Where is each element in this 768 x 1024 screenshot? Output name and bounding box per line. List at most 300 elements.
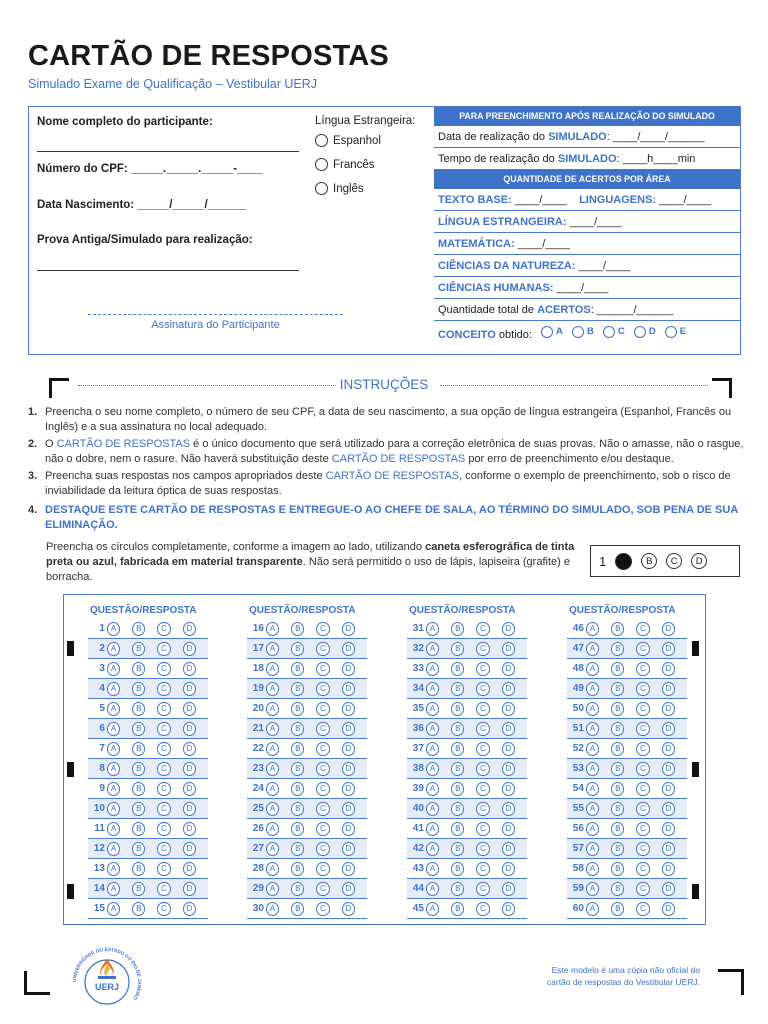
answer-bubble[interactable]: B	[611, 882, 624, 896]
answer-bubble[interactable]: B	[132, 882, 145, 896]
answer-bubble[interactable]: C	[316, 762, 329, 776]
answer-bubble[interactable]: C	[476, 642, 489, 656]
answer-bubble[interactable]: C	[157, 882, 170, 896]
answer-bubble[interactable]: C	[316, 782, 329, 796]
answer-bubble[interactable]: A	[426, 862, 439, 876]
answer-bubble[interactable]: B	[451, 642, 464, 656]
answer-bubble[interactable]: B	[291, 662, 304, 676]
answer-bubble[interactable]: C	[316, 722, 329, 736]
answer-bubble[interactable]: A	[266, 702, 279, 716]
answer-bubble[interactable]: A	[266, 682, 279, 696]
answer-bubble[interactable]: C	[476, 762, 489, 776]
answer-bubble[interactable]: B	[132, 622, 145, 636]
answer-bubble[interactable]: D	[662, 642, 675, 656]
question-row	[407, 739, 527, 759]
answer-bubble[interactable]: D	[183, 822, 196, 836]
answer-bubble[interactable]: D	[183, 802, 196, 816]
answer-bubble[interactable]: C	[476, 722, 489, 736]
answer-bubble[interactable]: B	[451, 622, 464, 636]
answer-bubble[interactable]: B	[451, 682, 464, 696]
answer-bubble[interactable]: D	[183, 842, 196, 856]
answer-bubble[interactable]: A	[107, 642, 120, 656]
total-row[interactable]: Quantidade total de ACERTOS: ______/______	[434, 299, 740, 321]
answer-bubble[interactable]: B	[451, 902, 464, 916]
answer-bubble[interactable]: D	[183, 882, 196, 896]
cpf-field[interactable]: Número do CPF: _____._____._____-____	[37, 163, 263, 175]
answer-bubble[interactable]: C	[636, 902, 649, 916]
answer-bubble[interactable]: B	[291, 882, 304, 896]
answer-bubble[interactable]: D	[342, 882, 355, 896]
answer-bubble[interactable]: D	[502, 882, 515, 896]
answer-bubble[interactable]: A	[266, 642, 279, 656]
answer-bubble[interactable]: D	[183, 722, 196, 736]
answer-bubble[interactable]: B	[451, 802, 464, 816]
answer-bubble[interactable]: A	[586, 642, 599, 656]
score-row-matematica[interactable]: MATEMÁTICA: ____/____	[434, 233, 740, 255]
answer-bubble[interactable]: C	[636, 842, 649, 856]
question-number: 2	[99, 643, 105, 654]
answer-bubble[interactable]: D	[183, 782, 196, 796]
answer-bubble[interactable]: A	[426, 702, 439, 716]
answer-bubble[interactable]: B	[291, 742, 304, 756]
answer-bubble[interactable]: A	[586, 882, 599, 896]
answer-bubble[interactable]: C	[476, 622, 489, 636]
answer-bubble[interactable]: D	[662, 882, 675, 896]
answer-bubble[interactable]: D	[502, 762, 515, 776]
answer-bubble[interactable]: C	[316, 882, 329, 896]
answer-bubble[interactable]: A	[586, 722, 599, 736]
answer-bubble[interactable]: C	[157, 862, 170, 876]
answer-bubble[interactable]: D	[502, 862, 515, 876]
answer-bubble[interactable]: D	[662, 782, 675, 796]
language-option-label: Espanhol	[333, 134, 381, 147]
answer-bubble[interactable]: C	[636, 622, 649, 636]
answer-bubble[interactable]: A	[426, 682, 439, 696]
answer-bubble[interactable]: A	[107, 682, 120, 696]
question-number: 51	[572, 723, 584, 734]
answer-bubble[interactable]: C	[476, 842, 489, 856]
answer-bubble[interactable]: A	[107, 662, 120, 676]
bubble-icon[interactable]	[541, 326, 553, 338]
answer-bubble[interactable]: D	[183, 622, 196, 636]
question-number: 3	[99, 663, 105, 674]
answer-bubble[interactable]: B	[611, 902, 624, 916]
answer-bubble[interactable]: A	[586, 742, 599, 756]
concept-option-a[interactable]: A	[541, 321, 563, 343]
answer-bubble[interactable]: C	[476, 902, 489, 916]
question-row	[88, 739, 208, 759]
answer-bubble[interactable]: D	[502, 782, 515, 796]
question-row	[407, 699, 527, 719]
answer-bubble[interactable]: D	[183, 902, 196, 916]
answer-bubble[interactable]: D	[502, 622, 515, 636]
answer-bubble[interactable]: C	[316, 802, 329, 816]
answer-bubble[interactable]: C	[157, 642, 170, 656]
answer-bubble[interactable]: C	[157, 742, 170, 756]
answer-bubble[interactable]: D	[183, 862, 196, 876]
answer-bubble[interactable]: A	[266, 622, 279, 636]
answer-bubble[interactable]: A	[586, 822, 599, 836]
bubble-icon[interactable]	[665, 326, 677, 338]
answer-bubble[interactable]: A	[107, 862, 120, 876]
answer-bubble[interactable]: D	[662, 862, 675, 876]
question-row	[88, 639, 208, 659]
answer-bubble[interactable]: A	[586, 782, 599, 796]
answer-bubble[interactable]: D	[502, 822, 515, 836]
answer-bubble[interactable]: B	[611, 782, 624, 796]
answer-bubble[interactable]: C	[476, 882, 489, 896]
answer-bubble[interactable]: D	[342, 762, 355, 776]
answer-bubble[interactable]: B	[132, 822, 145, 836]
answer-bubble[interactable]: B	[451, 882, 464, 896]
answer-bubble[interactable]: A	[586, 662, 599, 676]
answer-bubble[interactable]: B	[291, 622, 304, 636]
answer-bubble[interactable]: B	[291, 682, 304, 696]
answer-bubble[interactable]: B	[611, 642, 624, 656]
concept-option-c[interactable]: C	[603, 321, 625, 343]
answer-bubble[interactable]: D	[342, 622, 355, 636]
page-subtitle: Simulado Exame de Qualificação – Vestibular UERJ	[28, 77, 318, 91]
answer-bubble[interactable]: A	[426, 742, 439, 756]
answer-bubble[interactable]: D	[662, 822, 675, 836]
concept-option-d[interactable]: D	[634, 321, 656, 343]
bubble-icon[interactable]	[572, 326, 584, 338]
answer-bubble[interactable]: C	[476, 862, 489, 876]
answer-bubble[interactable]: D	[662, 762, 675, 776]
answer-bubble[interactable]: A	[426, 722, 439, 736]
answer-bubble[interactable]: D	[662, 662, 675, 676]
answer-bubble[interactable]: D	[183, 662, 196, 676]
answer-bubble[interactable]: A	[107, 842, 120, 856]
answer-bubble[interactable]: C	[157, 762, 170, 776]
answer-bubble[interactable]: C	[157, 622, 170, 636]
answer-bubble[interactable]: D	[342, 702, 355, 716]
answer-bubble[interactable]: A	[586, 842, 599, 856]
answer-bubble[interactable]: A	[426, 842, 439, 856]
answer-bubble[interactable]: C	[476, 682, 489, 696]
answer-bubble[interactable]: A	[107, 762, 120, 776]
answer-bubble[interactable]: D	[183, 682, 196, 696]
question-number: 47	[572, 643, 584, 654]
answer-bubble[interactable]: B	[132, 762, 145, 776]
answer-bubble[interactable]: A	[426, 622, 439, 636]
question-row	[88, 779, 208, 799]
answer-bubble[interactable]: B	[291, 722, 304, 736]
question-number: 57	[572, 843, 584, 854]
answer-bubble[interactable]: C	[316, 642, 329, 656]
answer-bubble[interactable]: A	[266, 862, 279, 876]
question-row	[247, 779, 367, 799]
answer-bubble[interactable]: D	[662, 902, 675, 916]
answer-bubble[interactable]: D	[342, 742, 355, 756]
answer-bubble[interactable]: B	[451, 662, 464, 676]
answer-bubble[interactable]: C	[636, 682, 649, 696]
answer-bubble[interactable]: D	[183, 702, 196, 716]
answer-bubble[interactable]: A	[586, 702, 599, 716]
answer-bubble[interactable]: A	[107, 882, 120, 896]
answer-bubble[interactable]: C	[157, 842, 170, 856]
answer-bubble[interactable]: A	[107, 782, 120, 796]
answer-bubble[interactable]: B	[611, 622, 624, 636]
answer-bubble[interactable]: A	[107, 702, 120, 716]
answer-bubble[interactable]: D	[342, 822, 355, 836]
answer-bubble[interactable]: B	[611, 662, 624, 676]
question-row	[567, 779, 687, 799]
question-number: 52	[572, 743, 584, 754]
answer-bubble[interactable]: B	[611, 702, 624, 716]
answer-bubble[interactable]: B	[291, 782, 304, 796]
answer-bubble[interactable]: B	[132, 702, 145, 716]
answer-bubble[interactable]: A	[266, 762, 279, 776]
answer-bubble[interactable]: C	[636, 782, 649, 796]
answer-bubble[interactable]: C	[636, 702, 649, 716]
answer-bubble[interactable]: D	[342, 842, 355, 856]
answer-bubble[interactable]: C	[316, 902, 329, 916]
answer-bubble[interactable]: C	[157, 902, 170, 916]
birth-date-field[interactable]: Data Nascimento: _____/_____/______	[37, 199, 247, 211]
answer-bubble[interactable]: D	[502, 642, 515, 656]
answer-bubble[interactable]: D	[662, 742, 675, 756]
answer-bubble[interactable]: D	[662, 842, 675, 856]
answer-bubble[interactable]: C	[316, 822, 329, 836]
time-row[interactable]: Tempo de realização do SIMULADO: ____h____min	[434, 148, 740, 170]
answer-bubble[interactable]: D	[502, 842, 515, 856]
score-row-lingua[interactable]: LÍNGUA ESTRANGEIRA: ____/____	[434, 211, 740, 233]
answer-bubble[interactable]: C	[157, 702, 170, 716]
answer-bubble[interactable]: C	[636, 882, 649, 896]
question-row	[567, 899, 687, 919]
answer-bubble[interactable]: B	[132, 782, 145, 796]
question-number: 44	[412, 883, 424, 894]
answer-bubble[interactable]: B	[611, 842, 624, 856]
answer-bubble[interactable]: B	[291, 842, 304, 856]
answer-bubble[interactable]: C	[476, 742, 489, 756]
bubble-icon[interactable]	[603, 326, 615, 338]
answer-bubble[interactable]: C	[476, 662, 489, 676]
answer-bubble[interactable]: B	[291, 822, 304, 836]
answer-bubble[interactable]: D	[502, 722, 515, 736]
answer-bubble[interactable]: A	[586, 762, 599, 776]
answer-bubble[interactable]: C	[636, 862, 649, 876]
answer-bubble[interactable]: C	[316, 622, 329, 636]
answer-bubble[interactable]: C	[316, 702, 329, 716]
answer-bubble[interactable]: B	[291, 802, 304, 816]
answer-bubble[interactable]: D	[662, 722, 675, 736]
answer-bubble[interactable]: B	[132, 722, 145, 736]
name-label: Nome completo do participante:	[37, 116, 213, 128]
answer-bubble[interactable]: A	[426, 762, 439, 776]
answer-bubble[interactable]: D	[662, 802, 675, 816]
answer-bubble[interactable]: B	[451, 742, 464, 756]
answer-bubble[interactable]: A	[426, 642, 439, 656]
answer-bubble[interactable]: D	[502, 662, 515, 676]
radio-icon[interactable]	[315, 134, 328, 147]
question-number: 25	[252, 803, 264, 814]
answer-bubble[interactable]: D	[342, 902, 355, 916]
answer-bubble[interactable]: A	[586, 682, 599, 696]
answer-bubble[interactable]: B	[451, 822, 464, 836]
answer-bubble[interactable]: A	[266, 722, 279, 736]
answer-bubble[interactable]: A	[266, 902, 279, 916]
answer-bubble[interactable]: D	[183, 762, 196, 776]
answer-bubble[interactable]: D	[342, 782, 355, 796]
radio-icon[interactable]	[315, 182, 328, 195]
answer-bubble[interactable]: B	[291, 902, 304, 916]
answer-bubble[interactable]: A	[426, 822, 439, 836]
name-field[interactable]	[37, 151, 299, 152]
answer-bubble[interactable]: B	[611, 802, 624, 816]
answer-bubble[interactable]: C	[157, 822, 170, 836]
score-row-texto-base[interactable]: TEXTO BASE: ____/____ LINGUAGENS: ____/____	[434, 189, 740, 211]
answer-bubble[interactable]: C	[636, 762, 649, 776]
answer-bubble[interactable]: C	[476, 802, 489, 816]
answer-bubble[interactable]: B	[291, 762, 304, 776]
answer-bubble[interactable]: C	[316, 662, 329, 676]
answer-bubble[interactable]: C	[636, 642, 649, 656]
answer-bubble[interactable]: A	[426, 782, 439, 796]
answer-bubble[interactable]: A	[266, 662, 279, 676]
answer-bubble[interactable]: B	[611, 822, 624, 836]
answer-bubble[interactable]: B	[132, 902, 145, 916]
answer-bubble[interactable]: B	[611, 682, 624, 696]
answer-bubble[interactable]: B	[132, 802, 145, 816]
answer-bubble[interactable]: C	[157, 682, 170, 696]
answer-bubble[interactable]: D	[662, 622, 675, 636]
answer-bubble[interactable]: D	[662, 702, 675, 716]
answer-bubble[interactable]: D	[342, 642, 355, 656]
answer-bubble[interactable]: D	[502, 802, 515, 816]
answer-bubble[interactable]: B	[451, 702, 464, 716]
answer-bubble[interactable]: D	[183, 742, 196, 756]
answer-bubble[interactable]: C	[636, 742, 649, 756]
question-number: 41	[412, 823, 424, 834]
answer-bubble[interactable]: B	[132, 842, 145, 856]
answer-bubble[interactable]: A	[107, 822, 120, 836]
answer-bubble[interactable]: D	[342, 682, 355, 696]
question-number: 29	[252, 883, 264, 894]
answer-bubble[interactable]: A	[266, 802, 279, 816]
answer-bubble[interactable]: B	[132, 662, 145, 676]
answer-bubble[interactable]: C	[157, 662, 170, 676]
bubble-icon[interactable]	[634, 326, 646, 338]
answer-bubble[interactable]: A	[107, 742, 120, 756]
language-option-label: Francês	[333, 158, 375, 171]
answer-bubble[interactable]: C	[316, 862, 329, 876]
answer-bubble[interactable]: A	[426, 662, 439, 676]
answer-bubble[interactable]: D	[342, 662, 355, 676]
answer-bubble[interactable]: A	[107, 722, 120, 736]
signature-line[interactable]	[88, 314, 343, 315]
answer-bubble[interactable]: C	[636, 802, 649, 816]
answer-bubble[interactable]: D	[342, 802, 355, 816]
answer-bubble[interactable]: B	[291, 642, 304, 656]
answer-bubble[interactable]: B	[291, 702, 304, 716]
question-number: 5	[99, 703, 105, 714]
answer-bubble[interactable]: A	[586, 902, 599, 916]
answer-column	[88, 602, 208, 919]
language-option-ingles[interactable]	[315, 182, 364, 195]
answer-bubble[interactable]: C	[316, 842, 329, 856]
answer-bubble[interactable]: B	[611, 742, 624, 756]
answer-bubble[interactable]: A	[266, 882, 279, 896]
answer-bubble[interactable]: B	[132, 682, 145, 696]
question-number: 50	[572, 703, 584, 714]
answer-bubble[interactable]: C	[157, 782, 170, 796]
answer-bubble[interactable]: B	[451, 722, 464, 736]
answer-bubble[interactable]: D	[342, 722, 355, 736]
answer-bubble[interactable]: A	[426, 902, 439, 916]
answer-bubble[interactable]: A	[266, 782, 279, 796]
answer-bubble[interactable]: A	[586, 802, 599, 816]
answer-bubble[interactable]: D	[502, 742, 515, 756]
answer-bubble[interactable]: C	[476, 702, 489, 716]
answer-bubble[interactable]: A	[266, 822, 279, 836]
language-option-frances[interactable]	[315, 158, 375, 171]
answer-bubble[interactable]: A	[586, 622, 599, 636]
question-row	[567, 759, 687, 779]
answer-bubble[interactable]: B	[611, 862, 624, 876]
radio-icon[interactable]	[315, 158, 328, 171]
answer-bubble[interactable]: B	[291, 862, 304, 876]
answer-bubble[interactable]: A	[266, 742, 279, 756]
score-row-natureza[interactable]: CIÊNCIAS DA NATUREZA: ____/____	[434, 255, 740, 277]
answer-bubble[interactable]: D	[502, 682, 515, 696]
score-row-humanas[interactable]: CIÊNCIAS HUMANAS: ____/____	[434, 277, 740, 299]
example-bubble: D	[691, 553, 707, 569]
answer-bubble[interactable]: B	[451, 842, 464, 856]
question-row	[88, 659, 208, 679]
answer-bubble[interactable]: A	[266, 842, 279, 856]
question-row	[247, 819, 367, 839]
question-row	[567, 859, 687, 879]
answer-bubble[interactable]: B	[451, 782, 464, 796]
language-option-espanhol[interactable]	[315, 134, 381, 147]
answer-bubble[interactable]: C	[316, 742, 329, 756]
answer-bubble[interactable]: D	[342, 862, 355, 876]
answer-bubble[interactable]: A	[426, 882, 439, 896]
answer-bubble[interactable]: B	[132, 742, 145, 756]
answer-bubble[interactable]: C	[476, 822, 489, 836]
answer-bubble[interactable]: D	[183, 642, 196, 656]
answer-bubble[interactable]: C	[157, 802, 170, 816]
answer-bubble[interactable]: A	[426, 802, 439, 816]
answer-bubble[interactable]: A	[107, 622, 120, 636]
answer-bubble[interactable]: C	[316, 682, 329, 696]
concept-option-b[interactable]: B	[572, 321, 594, 343]
exam-field[interactable]	[37, 270, 299, 271]
answer-bubble[interactable]: C	[636, 662, 649, 676]
answer-bubble[interactable]: B	[611, 722, 624, 736]
answer-bubble[interactable]: B	[132, 642, 145, 656]
answer-bubble[interactable]: C	[636, 822, 649, 836]
answer-bubble[interactable]: C	[636, 722, 649, 736]
answer-bubble[interactable]: B	[451, 862, 464, 876]
answer-bubble[interactable]: D	[502, 902, 515, 916]
answer-bubble[interactable]: D	[502, 702, 515, 716]
concept-option-e[interactable]: E	[665, 321, 686, 343]
answer-bubble[interactable]: B	[611, 762, 624, 776]
answer-bubble[interactable]: A	[107, 902, 120, 916]
answer-bubble[interactable]: B	[132, 862, 145, 876]
answer-bubble[interactable]: A	[107, 802, 120, 816]
date-row[interactable]: Data de realização do SIMULADO: ____/____/______	[434, 126, 740, 148]
answer-bubble[interactable]: B	[451, 762, 464, 776]
answer-bubble[interactable]: A	[586, 862, 599, 876]
answer-bubble[interactable]: C	[157, 722, 170, 736]
answer-bubble[interactable]: D	[662, 682, 675, 696]
answer-bubble[interactable]: C	[476, 782, 489, 796]
question-row	[88, 839, 208, 859]
